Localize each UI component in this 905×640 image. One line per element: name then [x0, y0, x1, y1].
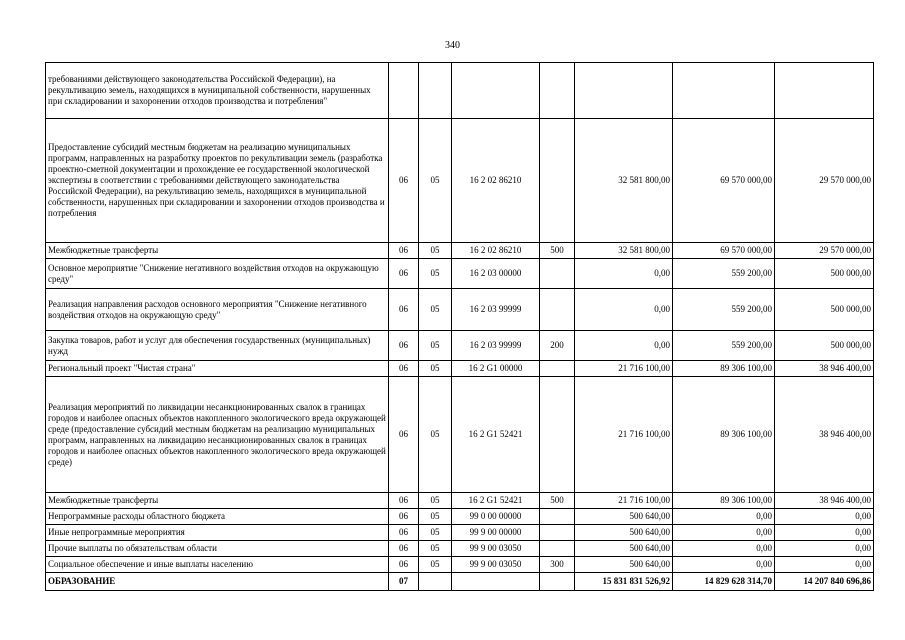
table-row: [46, 525, 874, 541]
row-name-cell: Межбюджетные трансферты: [46, 243, 389, 259]
amount-year1-cell: 32 581 800,00: [575, 243, 673, 259]
row-name-cell: Социальное обеспечение и иные выплаты населению: [46, 557, 389, 573]
amount-year3-cell: 500 000,00: [775, 331, 874, 361]
amount-year1-cell: 32 581 800,00: [575, 119, 673, 243]
amount-year1-cell: 15 831 831 526,92: [575, 573, 673, 591]
expense-type-cell: [540, 289, 575, 331]
target-article-cell: 99 9 00 00000: [452, 525, 540, 541]
section-code-cell: 06: [389, 377, 419, 493]
budget-table: [45, 62, 874, 591]
target-article-cell: [452, 63, 540, 119]
row-name-cell: Непрограммные расходы областного бюджета: [46, 509, 389, 525]
expense-type-cell: [540, 119, 575, 243]
table-row: [46, 377, 874, 493]
target-article-cell: 99 9 00 03050: [452, 557, 540, 573]
target-article-cell: 16 2 03 99999: [452, 289, 540, 331]
table-row: [46, 493, 874, 509]
target-article-cell: [452, 573, 540, 591]
section-code-cell: 06: [389, 289, 419, 331]
amount-year3-cell: 500 000,00: [775, 289, 874, 331]
section-code-cell: 06: [389, 509, 419, 525]
section-code-cell: 06: [389, 525, 419, 541]
amount-year3-cell: 0,00: [775, 525, 874, 541]
expense-type-cell: [540, 541, 575, 557]
section-code-cell: 06: [389, 331, 419, 361]
expense-type-cell: [540, 509, 575, 525]
subsection-code-cell: 05: [419, 289, 452, 331]
expense-type-cell: [540, 63, 575, 119]
row-name-cell: ОБРАЗОВАНИЕ: [46, 573, 389, 591]
amount-year2-cell: 69 570 000,00: [673, 119, 775, 243]
amount-year1-cell: 500 640,00: [575, 525, 673, 541]
amount-year1-cell: 0,00: [575, 331, 673, 361]
amount-year2-cell: 559 200,00: [673, 331, 775, 361]
row-name-cell: Реализация мероприятий по ликвидации несанкционированных свалок в границах городов и наиболее опасных объектов накопленного экологического вреда окружающей среде (предоставление субсидий местным бюджетам на реализацию муниципальных программ, направленных на ликвидацию несанкционированных свалок в границах городов и наиболее опасных объектов накопленного экологического вреда окружающей среде): [46, 377, 389, 493]
section-code-cell: 06: [389, 243, 419, 259]
target-article-cell: 16 2 G1 52421: [452, 493, 540, 509]
amount-year2-cell: 89 306 100,00: [673, 493, 775, 509]
target-article-cell: 16 2 02 86210: [452, 243, 540, 259]
amount-year1-cell: 0,00: [575, 289, 673, 331]
amount-year3-cell: 0,00: [775, 557, 874, 573]
amount-year3-cell: 29 570 000,00: [775, 243, 874, 259]
subsection-code-cell: 05: [419, 361, 452, 377]
table-row: [46, 557, 874, 573]
row-name-cell: требованиями действующего законодательства Российской Федерации), на рекультивацию земель, находящихся в муниципальной собственности, нарушенных при складировании и захоронении отходов производства и потребления": [46, 63, 389, 119]
amount-year2-cell: 559 200,00: [673, 259, 775, 289]
section-code-cell: 06: [389, 361, 419, 377]
subsection-code-cell: [419, 63, 452, 119]
table-row: [46, 509, 874, 525]
amount-year2-cell: 0,00: [673, 541, 775, 557]
table-row: [46, 259, 874, 289]
section-code-cell: 06: [389, 557, 419, 573]
expense-type-cell: 500: [540, 243, 575, 259]
amount-year1-cell: 21 716 100,00: [575, 377, 673, 493]
section-code-cell: 06: [389, 259, 419, 289]
amount-year3-cell: 38 946 400,00: [775, 377, 874, 493]
table-row: [46, 541, 874, 557]
target-article-cell: 99 0 00 00000: [452, 509, 540, 525]
table-row: [46, 331, 874, 361]
expense-type-cell: [540, 259, 575, 289]
row-name-cell: Основное мероприятие "Снижение негативного воздействия отходов на окружающую среду": [46, 259, 389, 289]
amount-year3-cell: 500 000,00: [775, 259, 874, 289]
row-name-cell: Закупка товаров, работ и услуг для обеспечения государственных (муниципальных) нужд: [46, 331, 389, 361]
amount-year3-cell: 38 946 400,00: [775, 361, 874, 377]
expense-type-cell: [540, 377, 575, 493]
amount-year3-cell: 0,00: [775, 541, 874, 557]
table-row: [46, 243, 874, 259]
section-code-cell: 06: [389, 541, 419, 557]
subsection-code-cell: 05: [419, 509, 452, 525]
amount-year2-cell: 559 200,00: [673, 289, 775, 331]
expense-type-cell: [540, 525, 575, 541]
amount-year2-cell: 89 306 100,00: [673, 361, 775, 377]
row-name-cell: Региональный проект "Чистая страна": [46, 361, 389, 377]
target-article-cell: 16 2 03 00000: [452, 259, 540, 289]
target-article-cell: 16 2 G1 52421: [452, 377, 540, 493]
section-code-cell: 06: [389, 493, 419, 509]
row-name-cell: Реализация направления расходов основного мероприятия "Снижение негативного воздействия отходов на окружающую среду": [46, 289, 389, 331]
subsection-code-cell: 05: [419, 525, 452, 541]
expense-type-cell: [540, 361, 575, 377]
amount-year2-cell: [673, 63, 775, 119]
amount-year3-cell: [775, 63, 874, 119]
row-name-cell: Межбюджетные трансферты: [46, 493, 389, 509]
subsection-code-cell: 05: [419, 259, 452, 289]
table-row: [46, 289, 874, 331]
subsection-code-cell: 05: [419, 119, 452, 243]
amount-year3-cell: 38 946 400,00: [775, 493, 874, 509]
row-name-cell: Иные непрограммные мероприятия: [46, 525, 389, 541]
row-name-cell: Прочие выплаты по обязательствам области: [46, 541, 389, 557]
amount-year3-cell: 0,00: [775, 509, 874, 525]
amount-year1-cell: 0,00: [575, 259, 673, 289]
table-row: [46, 63, 874, 119]
amount-year1-cell: 500 640,00: [575, 509, 673, 525]
subsection-code-cell: 05: [419, 493, 452, 509]
row-name-cell: Предоставление субсидий местным бюджетам на реализацию муниципальных программ, направленных на разработку проектов по рекультивации земель (разработка проектно-сметной документации и прохождение ее государственной экологической экспертизы в соответствии с требованиями действующего законодательства Российской Федерации), на рекультивацию земель, находящихся в муниципальной собственности, нарушенных при складировании и захоронении отходов производства и потребления: [46, 119, 389, 243]
subsection-code-cell: 05: [419, 377, 452, 493]
amount-year1-cell: 21 716 100,00: [575, 361, 673, 377]
amount-year1-cell: [575, 63, 673, 119]
target-article-cell: 16 2 03 99999: [452, 331, 540, 361]
section-code-cell: [389, 63, 419, 119]
page-number: 340: [445, 40, 460, 51]
amount-year1-cell: 500 640,00: [575, 541, 673, 557]
amount-year3-cell: 14 207 840 696,86: [775, 573, 874, 591]
subsection-code-cell: [419, 573, 452, 591]
subsection-code-cell: 05: [419, 541, 452, 557]
expense-type-cell: 200: [540, 331, 575, 361]
amount-year3-cell: 29 570 000,00: [775, 119, 874, 243]
expense-type-cell: [540, 573, 575, 591]
amount-year2-cell: 0,00: [673, 557, 775, 573]
target-article-cell: 16 2 G1 00000: [452, 361, 540, 377]
amount-year2-cell: 89 306 100,00: [673, 377, 775, 493]
target-article-cell: 99 9 00 03050: [452, 541, 540, 557]
subsection-code-cell: 05: [419, 331, 452, 361]
expense-type-cell: 500: [540, 493, 575, 509]
amount-year2-cell: 14 829 628 314,70: [673, 573, 775, 591]
table-row: [46, 361, 874, 377]
amount-year1-cell: 21 716 100,00: [575, 493, 673, 509]
amount-year2-cell: 69 570 000,00: [673, 243, 775, 259]
subsection-code-cell: 05: [419, 243, 452, 259]
target-article-cell: 16 2 02 86210: [452, 119, 540, 243]
expense-type-cell: 300: [540, 557, 575, 573]
amount-year2-cell: 0,00: [673, 525, 775, 541]
subsection-code-cell: 05: [419, 557, 452, 573]
section-code-cell: 07: [389, 573, 419, 591]
table-row: [46, 573, 874, 591]
amount-year2-cell: 0,00: [673, 509, 775, 525]
table-row: [46, 119, 874, 243]
section-code-cell: 06: [389, 119, 419, 243]
amount-year1-cell: 500 640,00: [575, 557, 673, 573]
